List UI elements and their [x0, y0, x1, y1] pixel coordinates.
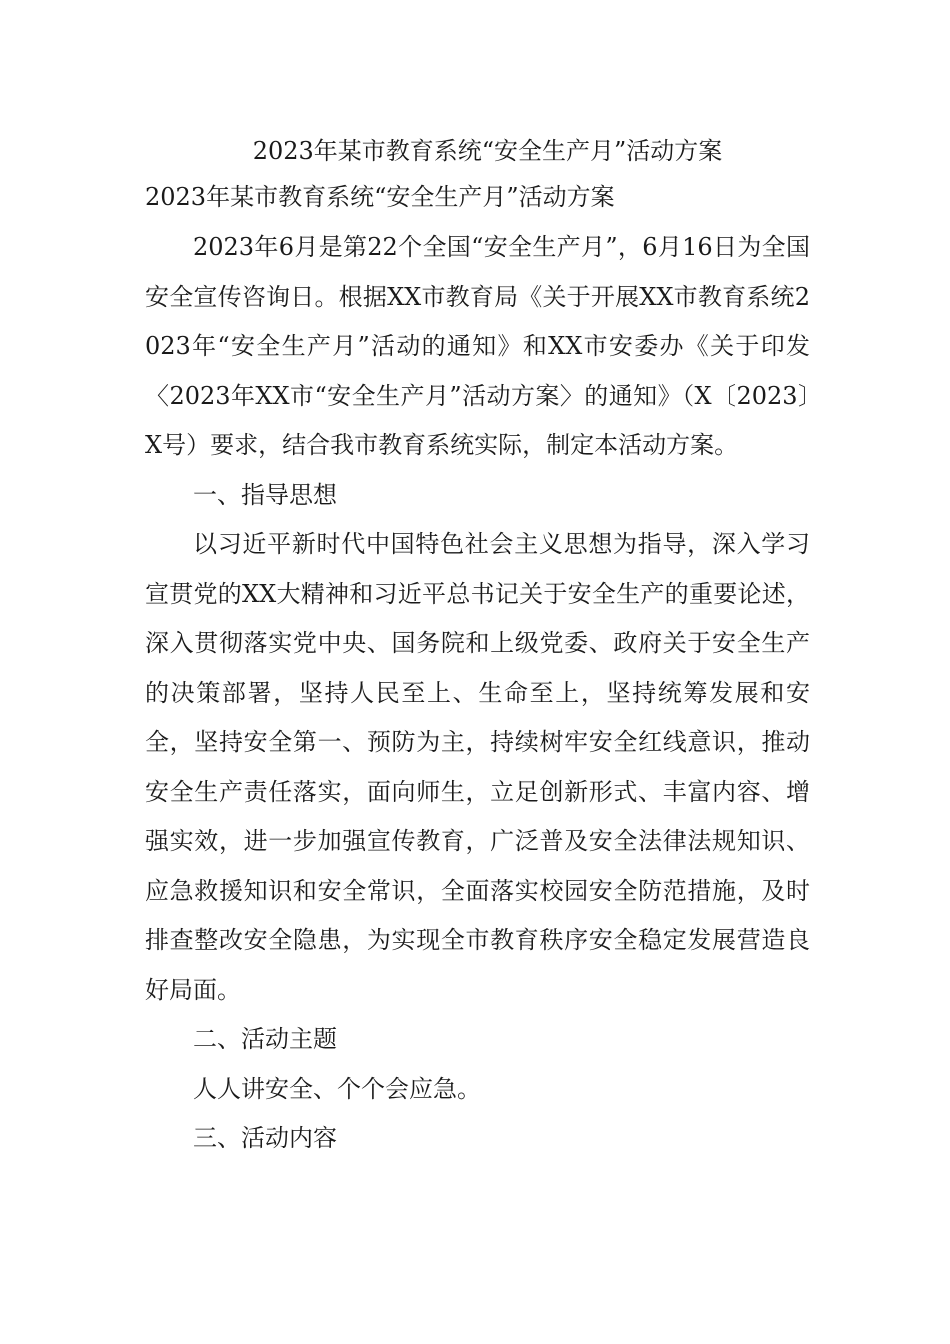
section-heading-activity-theme: 二、活动主题	[193, 1025, 337, 1053]
activity-theme-paragraph: 人人讲安全、个个会应急。	[193, 1074, 481, 1103]
guiding-ideology-paragraph: 以习近平新时代中国特色社会主义思想为指导，深入学习宣贯党的XX大精神和习近平总书记关于安全生产的重要论述，深入贯彻落实党中央、国务院和上级党委、政府关于安全生产的决策部署，坚持人民至上、生命至上，坚持统筹发展和安全，坚持安全第一、预防为主，持续树牢安全红线意识，推动安全生产责任落实，面向师生，立足创新形式、丰富内容、增强实效，进一步加强宣传教育，广泛普及安全法律法规知识、应急救援知识和安全常识，全面落实校园安全防范措施，及时排查整改安全隐患，为实现全市教育秩序安全稳定发展营造良好局面。	[145, 530, 810, 1004]
section-heading-activity-content: 三、活动内容	[193, 1124, 337, 1152]
document-page	[145, 128, 810, 1164]
document-subtitle: 2023年某市教育系统“安全生产月”活动方案	[145, 183, 615, 211]
section-heading-guiding-ideology: 一、指导思想	[193, 480, 337, 509]
intro-paragraph: 2023年6月是第22个全国“安全生产月”，6月16日为全国安全宣传咨询日。根据XX市教育局《关于开展XX市教育系统2023年“安全生产月”活动的通知》和XX市安委办《关于印发〈2023年XX市“安全生产月”活动方案〉的通知》（X〔2023〕X号）要求，结合我市教育系统实际，制定本活动方案。	[145, 233, 810, 459]
document-title: 2023年某市教育系统“安全生产月”活动方案	[252, 137, 723, 165]
